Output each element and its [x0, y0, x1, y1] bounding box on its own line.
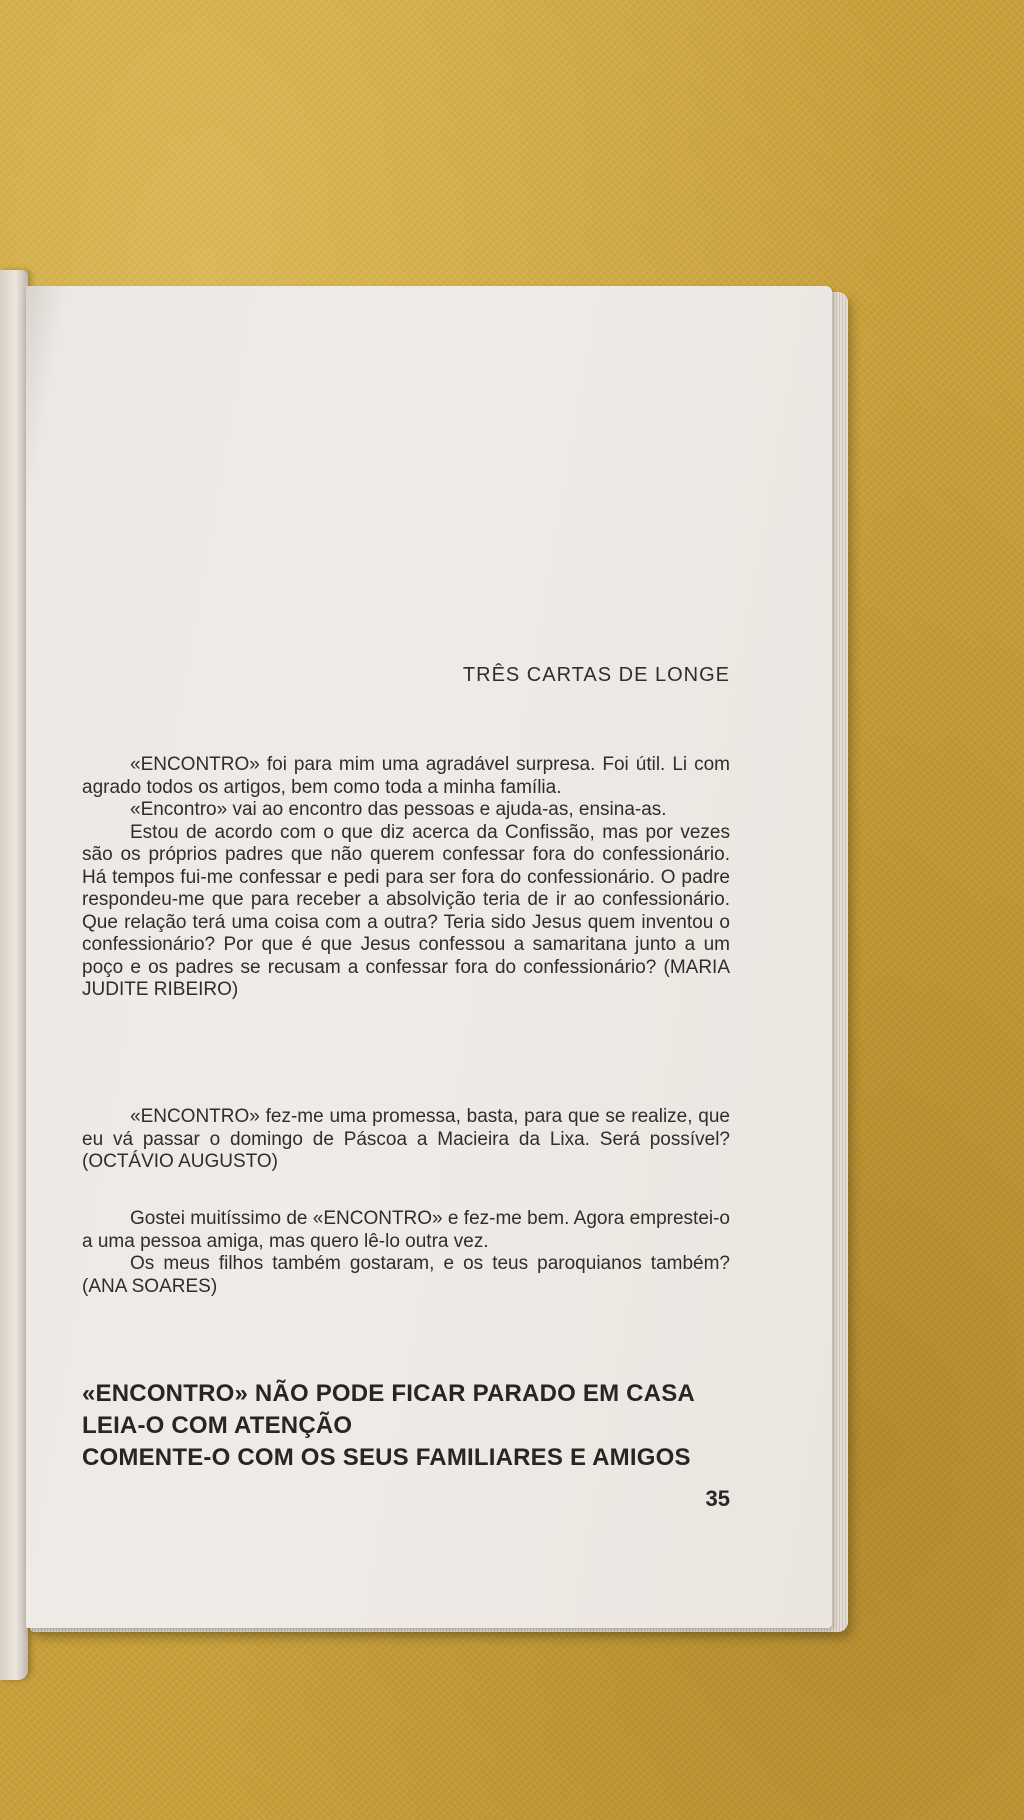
call-to-action — [82, 1378, 730, 1474]
cta-line: LEIA-O COM ATENÇÃO — [82, 1412, 353, 1439]
letter-paragraph: «Encontro» vai ao encontro das pessoas e ajuda-as, ensina-as. — [130, 799, 667, 820]
cta-line: «ENCONTRO» NÃO PODE FICAR PARADO EM CASA — [82, 1380, 695, 1407]
letter-ana — [82, 1208, 730, 1298]
letter-paragraph: Estou de acordo com o que diz acerca da Confissão, mas por vezes são os próprios padres que não querem confessar fora do confessionário. Há tempos fui-me confessar e pedi para ser fora do confessionário. O padre respondeu-me que para receber a absolvição teria de ir ao confessionário. Que relação terá uma coisa com a outra? Teria sido Jesus quem inventou o confessionário? Por que é que Jesus confessou a samaritana junto a um poço e os padres se recusam a confessar fora do confessionário? (MARIA JUDITE RIBEIRO) — [82, 821, 730, 1000]
letter-paragraph: «ENCONTRO» fez-me uma promessa, basta, para que se realize, que eu vá passar o domingo de Páscoa a Macieira da Lixa. Será possível? (OCTÁVIO AUGUSTO) — [82, 1106, 730, 1172]
page-number: 35 — [705, 1486, 730, 1511]
left-page-edge — [0, 270, 28, 1680]
letter-paragraph: Os meus filhos também gostaram, e os teus paroquianos também? (ANA SOARES) — [82, 1253, 730, 1297]
book-page — [26, 286, 832, 1628]
section-title: TRÊS CARTAS DE LONGE — [462, 664, 730, 686]
letter-maria-judite — [82, 754, 730, 1002]
letter-paragraph: «ENCONTRO» foi para mim uma agradável surpresa. Foi útil. Li com agrado todos os artigos, bem como toda a minha família. — [82, 754, 730, 798]
letter-paragraph: Gostei muitíssimo de «ENCONTRO» e fez-me bem. Agora emprestei-o a uma pessoa amiga, mas quero lê-lo outra vez. — [82, 1208, 730, 1252]
cta-line: COMENTE-O COM OS SEUS FAMILIARES E AMIGOS — [82, 1444, 691, 1471]
letter-octavio — [82, 1106, 730, 1174]
